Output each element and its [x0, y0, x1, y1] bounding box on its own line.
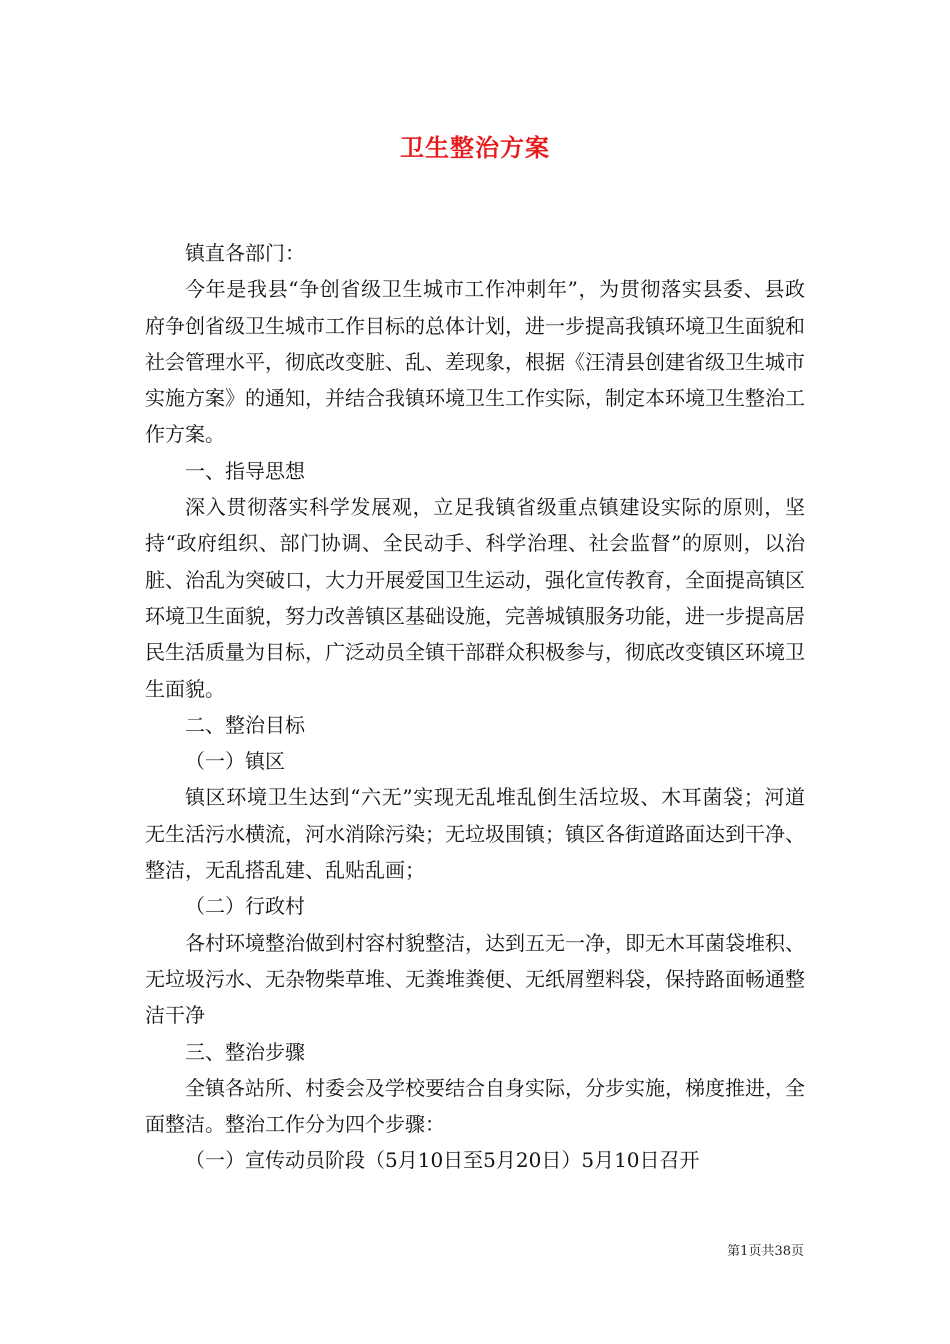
subsection-heading-town: （一）镇区 — [185, 749, 285, 774]
subsection-heading-villages: （二）行政村 — [185, 894, 305, 919]
salutation: 镇直各部门： — [185, 241, 305, 265]
section-heading-goals: 二、整治目标 — [185, 712, 305, 737]
guiding-principle-paragraph: 深入贯彻落实科学发展观，立足我镇省级重点镇建设实际的原则，坚持“政府组织、部门协调、全民动手、科学治理、社会监督”的原则，以治脏、治乱为突破口，大力开展爱国卫生运动，强化宣传教育，全面提高镇区环境卫生面貌，努力改善镇区基础设施，完善城镇服务功能，进一步提高居民生活质量为目标，广泛动员全镇干部群众积极参与，彻底改变镇区环境卫生面貌。 — [145, 495, 805, 701]
document-body — [145, 235, 805, 1179]
section-heading-steps: 三、整治步骤 — [185, 1039, 305, 1064]
step-one-paragraph: （一）宣传动员阶段（5月10日至5月20日）5月10日召开 — [185, 1148, 700, 1173]
section-heading-guiding-principle: 一、指导思想 — [185, 458, 305, 483]
page-number: 第1页共38页 — [727, 1244, 804, 1259]
intro-paragraph: 今年是我县“争创省级卫生城市工作冲刺年”，为贯彻落实县委、县政府争创省级卫生城市工作目标的总体计划，进一步提高我镇环境卫生面貌和社会管理水平，彻底改变脏、乱、差现象，根据《汪清县创建省级卫生城市实施方案》的通知，并结合我镇环境卫生工作实际，制定本环境卫生整治工作方案。 — [145, 277, 805, 447]
document-title: 卫生整治方案 — [400, 133, 550, 162]
steps-paragraph: 全镇各站所、村委会及学校要结合自身实际，分步实施，梯度推进，全面整洁。整治工作分为四个步骤： — [145, 1075, 805, 1137]
town-goals-paragraph: 镇区环境卫生达到“六无”实现无乱堆乱倒生活垃圾、木耳菌袋；河道无生活污水横流，河水消除污染；无垃圾围镇；镇区各街道路面达到干净、整洁，无乱搭乱建、乱贴乱画； — [145, 785, 805, 883]
village-goals-paragraph: 各村环境整治做到村容村貌整洁，达到五无一净，即无木耳菌袋堆积、无垃圾污水、无杂物柴草堆、无粪堆粪便、无纸屑塑料袋，保持路面畅通整洁干净 — [145, 930, 805, 1028]
